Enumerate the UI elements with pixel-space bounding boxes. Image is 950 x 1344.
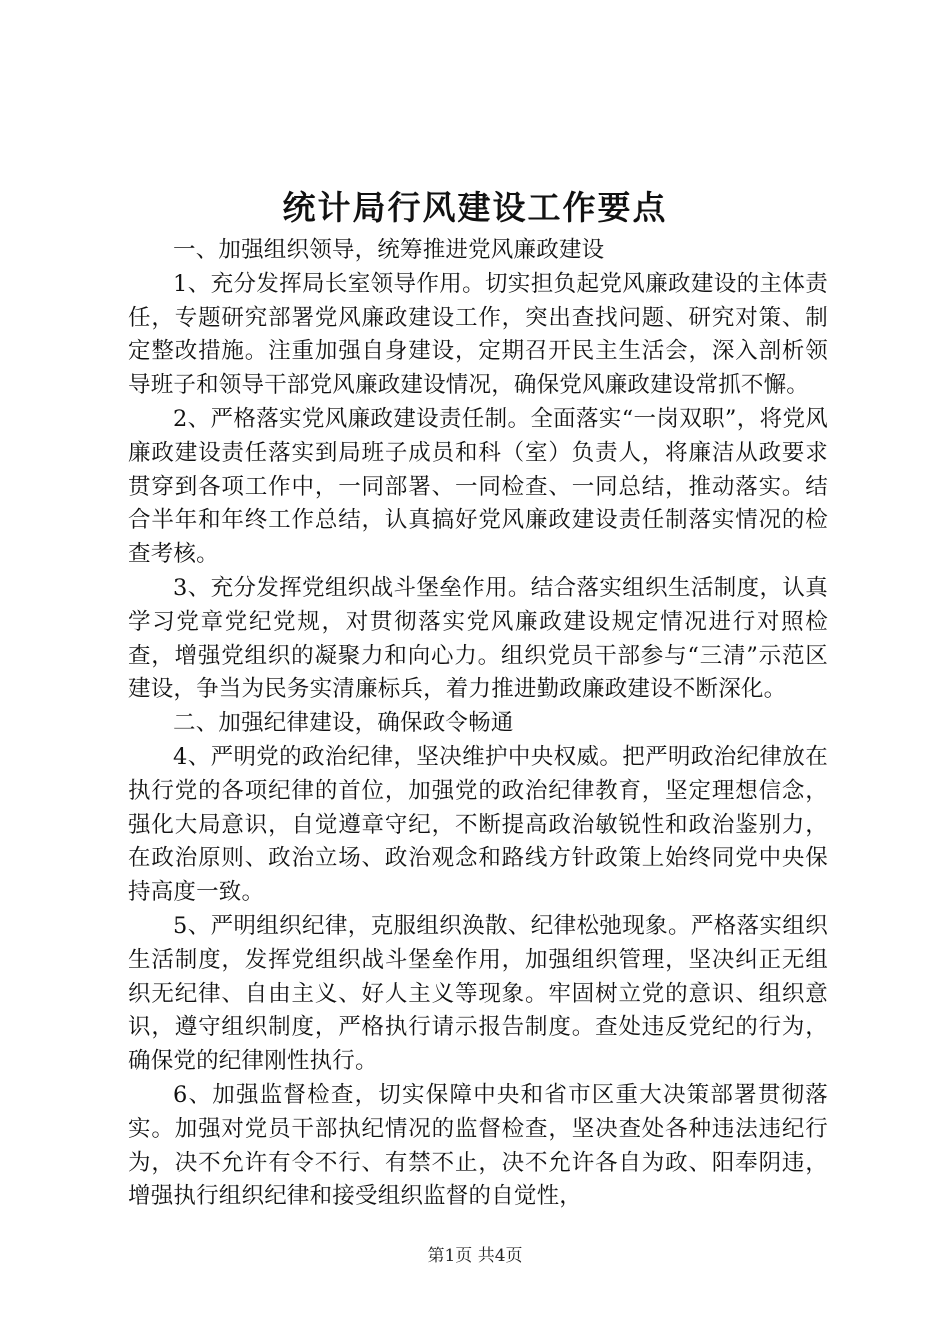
- paragraph-item-6: 6、加强监督检查，切实保障中央和省市区重大决策部署贯彻落实。加强对党员干部执纪情况的监督检查，坚决查处各种违法违纪行为，决不允许有令不行、有禁不止，决不允许各自为政、阳奉阴违，增强执行组织纪律和接受组织监督的自觉性，: [128, 1081, 828, 1210]
- paragraph-item-3: 3、充分发挥党组织战斗堡垒作用。结合落实组织生活制度，认真学习党章党纪党规，对贯彻落实党风廉政建设规定情况进行对照检查，增强党组织的凝聚力和向心力。组织党员干部参与“三清”示范区建设，争当为民务实清廉标兵，着力推进勤政廉政建设不断深化。: [128, 574, 828, 703]
- paragraph-item-5: 5、严明组织纪律，克服组织涣散、纪律松弛现象。严格落实组织生活制度，发挥党组织战斗堡垒作用，加强组织管理，坚决纠正无组织无纪律、自由主义、好人主义等现象。牢固树立党的意识、组织意识，遵守组织制度，严格执行请示报告制度。查处违反党纪的行为，确保党的纪律刚性执行。: [128, 912, 828, 1075]
- paragraph-item-4: 4、严明党的政治纪律，坚决维护中央权威。把严明政治纪律放在执行党的各项纪律的首位，加强党的政治纪律教育，坚定理想信念，强化大局意识，自觉遵章守纪，不断提高政治敏锐性和政治鉴别力，在政治原则、政治立场、政治观念和路线方针政策上始终同党中央保持高度一致。: [128, 743, 828, 906]
- paragraph-item-1: 1、充分发挥局长室领导作用。切实担负起党风廉政建设的主体责任，专题研究部署党风廉政建设工作，突出查找问题、研究对策、制定整改措施。注重加强自身建设，定期召开民主生活会，深入剖析领导班子和领导干部党风廉政建设情况，确保党风廉政建设常抓不懈。: [128, 270, 828, 399]
- document-title: 统计局行风建设工作要点: [282, 188, 668, 227]
- document-body: [128, 234, 828, 1214]
- section-heading-1: 一、加强组织领导，统筹推进党风廉政建设: [173, 237, 605, 263]
- paragraph-item-2: 2、严格落实党风廉政建设责任制。全面落实“一岗双职”，将党风廉政建设责任落实到局班子成员和科（室）负责人，将廉洁从政要求贯穿到各项工作中，一同部署、一同检查、一同总结，推动落实。结合半年和年终工作总结，认真搞好党风廉政建设责任制落实情况的检查考核。: [128, 405, 828, 568]
- section-heading-2: 二、加强纪律建设，确保政令畅通: [173, 710, 514, 737]
- page-number-footer: 第1页 共4页: [427, 1246, 523, 1266]
